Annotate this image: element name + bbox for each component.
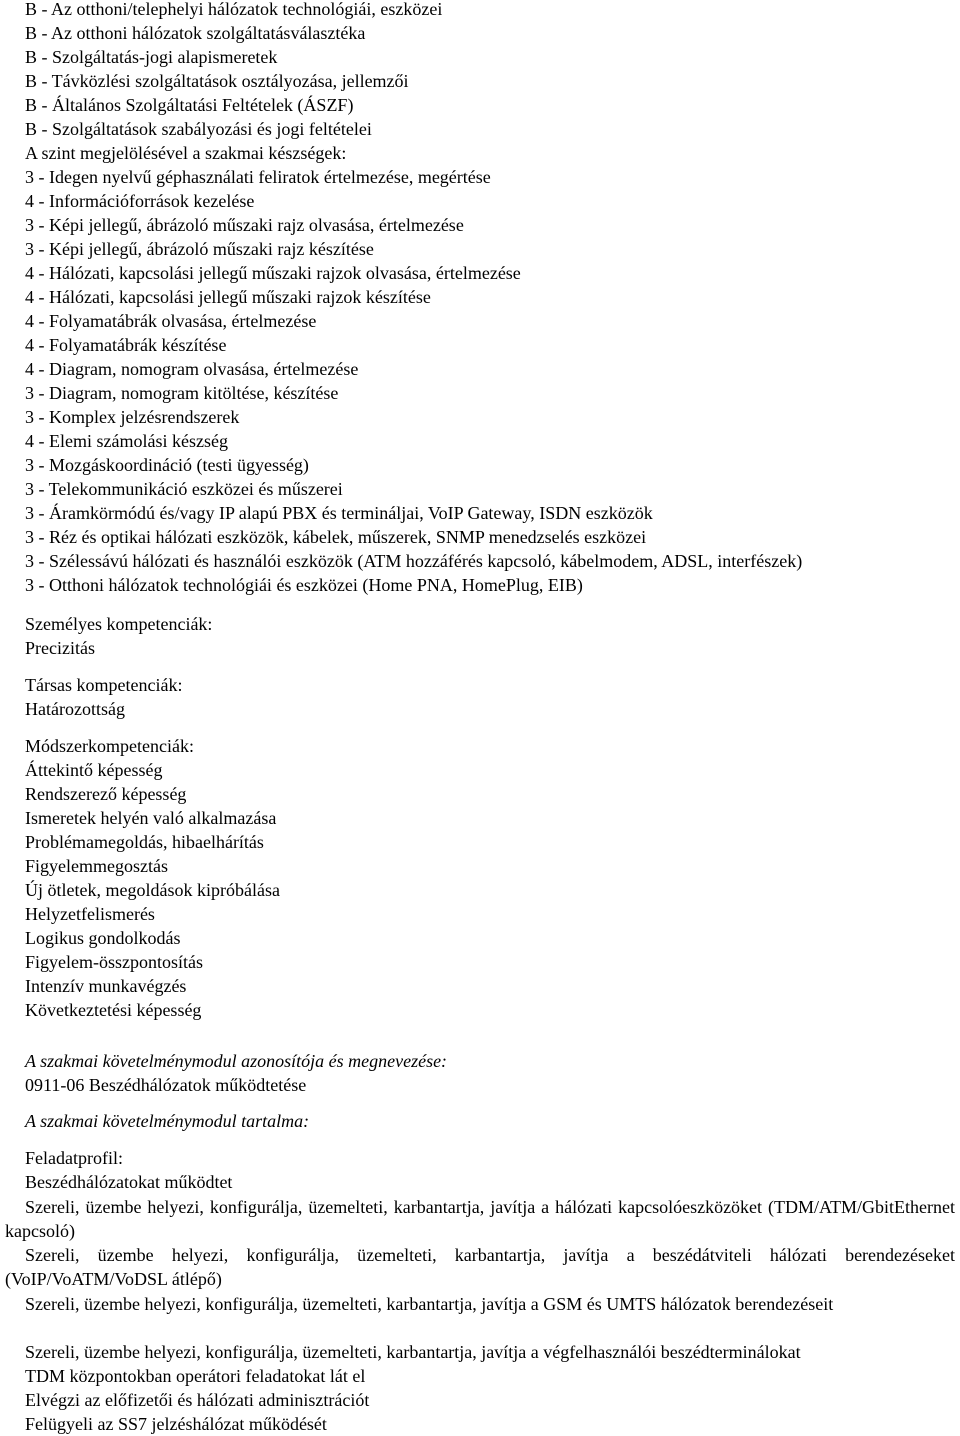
method-competence-item: Problémamegoldás, hibaelhárítás (25, 832, 264, 852)
personal-competence-heading: Személyes kompetenciák: (25, 614, 213, 634)
profile-title: Beszédhálózatokat működtet (25, 1172, 233, 1192)
task-paragraph: Szereli, üzembe helyezi, konfigurálja, üzemelteti, karbantartja, javítja a beszédátviteli hálózati berendezéseket (VoIP/VoATM/VoDSL átlépő) (5, 1245, 955, 1290)
skill-item: 4 - Folyamatábrák készítése (25, 335, 227, 355)
skill-item: 3 - Réz és optikai hálózati eszközök, kábelek, műszerek, SNMP menedzselés eszközei (25, 527, 647, 547)
module-id-label: A szakmai követelménymodul azonosítója és megnevezése: (25, 1051, 448, 1071)
skill-item: 3 - Szélessávú hálózati és használói eszközök (ATM hozzáférés kapcsoló, kábelmodem, ADSL, interfészek) (25, 551, 803, 571)
module-content-label: A szakmai követelménymodul tartalma: (25, 1111, 310, 1131)
skill-item: 4 - Elemi számolási készség (25, 431, 228, 451)
skill-item: 3 - Mozgáskoordináció (testi ügyesség) (25, 455, 309, 475)
skill-item: 3 - Képi jellegű, ábrázoló műszaki rajz olvasása, értelmezése (25, 215, 464, 235)
skill-item: 4 - Folyamatábrák olvasása, értelmezése (25, 311, 317, 331)
skill-item: 3 - Áramkörmódú és/vagy IP alapú PBX és termináljai, VoIP Gateway, ISDN eszközök (25, 503, 653, 523)
profile-label: Feladatprofil: (25, 1148, 123, 1168)
skill-item: 3 - Idegen nyelvű géphasználati feliratok értelmezése, megértése (25, 167, 491, 187)
task-paragraph: Szereli, üzembe helyezi, konfigurálja, üzemelteti, karbantartja, javítja a hálózati kapcsolóeszközöket (TDM/ATM/GbitEthernet kapcsoló) (5, 1197, 955, 1242)
skill-item: B - Szolgáltatás-jogi alapismeretek (25, 47, 278, 67)
social-competence-item: Határozottság (25, 699, 125, 719)
task-line: Felügyeli az SS7 jelzéshálózat működését (25, 1414, 327, 1434)
method-competence-item: Új ötletek, megoldások kipróbálása (25, 880, 280, 900)
task-line: Elvégzi az előfizetői és hálózati adminisztrációt (25, 1390, 370, 1410)
method-competence-item: Figyelemmegosztás (25, 856, 168, 876)
skill-item: B - Az otthoni hálózatok szolgáltatásválasztéka (25, 23, 366, 43)
method-competence-heading: Módszerkompetenciák: (25, 736, 194, 756)
task-line: TDM központokban operátori feladatokat lát el (25, 1366, 366, 1386)
method-competence-item: Figyelem-összpontosítás (25, 952, 203, 972)
skill-item: 3 - Telekommunikáció eszközei és műszerei (25, 479, 343, 499)
skill-item: B - Általános Szolgáltatási Feltételek (ÁSZF) (25, 95, 354, 115)
skill-item: 4 - Diagram, nomogram olvasása, értelmezése (25, 359, 359, 379)
task-line: Szereli, üzembe helyezi, konfigurálja, üzemelteti, karbantartja, javítja a végfelhasználói beszédterminálokat (25, 1342, 801, 1362)
skill-item: 4 - Hálózati, kapcsolási jellegű műszaki rajzok készítése (25, 287, 431, 307)
skill-item: 4 - Információforrások kezelése (25, 191, 255, 211)
skill-item: B - Az otthoni/telephelyi hálózatok technológiái, eszközei (25, 0, 443, 19)
skill-item: 3 - Képi jellegű, ábrázoló műszaki rajz készítése (25, 239, 374, 259)
skill-item: 4 - Hálózati, kapcsolási jellegű műszaki rajzok olvasása, értelmezése (25, 263, 521, 283)
module-id-value: 0911-06 Beszédhálózatok működtetése (25, 1075, 307, 1095)
skill-item: 3 - Diagram, nomogram kitöltése, készítése (25, 383, 339, 403)
skill-item: B - Távközlési szolgáltatások osztályozása, jellemzői (25, 71, 409, 91)
method-competence-item: Logikus gondolkodás (25, 928, 181, 948)
method-competence-item: Helyzetfelismerés (25, 904, 155, 924)
skill-heading: A szint megjelölésével a szakmai készségek: (25, 143, 347, 163)
skill-item: B - Szolgáltatások szabályozási és jogi feltételei (25, 119, 372, 139)
task-paragraph: Szereli, üzembe helyezi, konfigurálja, üzemelteti, karbantartja, javítja a GSM és UMTS hálózatok berendezéseit (25, 1294, 834, 1314)
skill-item: 3 - Komplex jelzésrendszerek (25, 407, 240, 427)
method-competence-item: Áttekintő képesség (25, 760, 163, 780)
skill-item: 3 - Otthoni hálózatok technológiái és eszközei (Home PNA, HomePlug, EIB) (25, 575, 583, 595)
personal-competence-item: Precizitás (25, 638, 95, 658)
method-competence-item: Rendszerező képesség (25, 784, 187, 804)
social-competence-heading: Társas kompetenciák: (25, 675, 183, 695)
method-competence-item: Intenzív munkavégzés (25, 976, 187, 996)
method-competence-item: Következtetési képesség (25, 1000, 202, 1020)
method-competence-item: Ismeretek helyén való alkalmazása (25, 808, 277, 828)
